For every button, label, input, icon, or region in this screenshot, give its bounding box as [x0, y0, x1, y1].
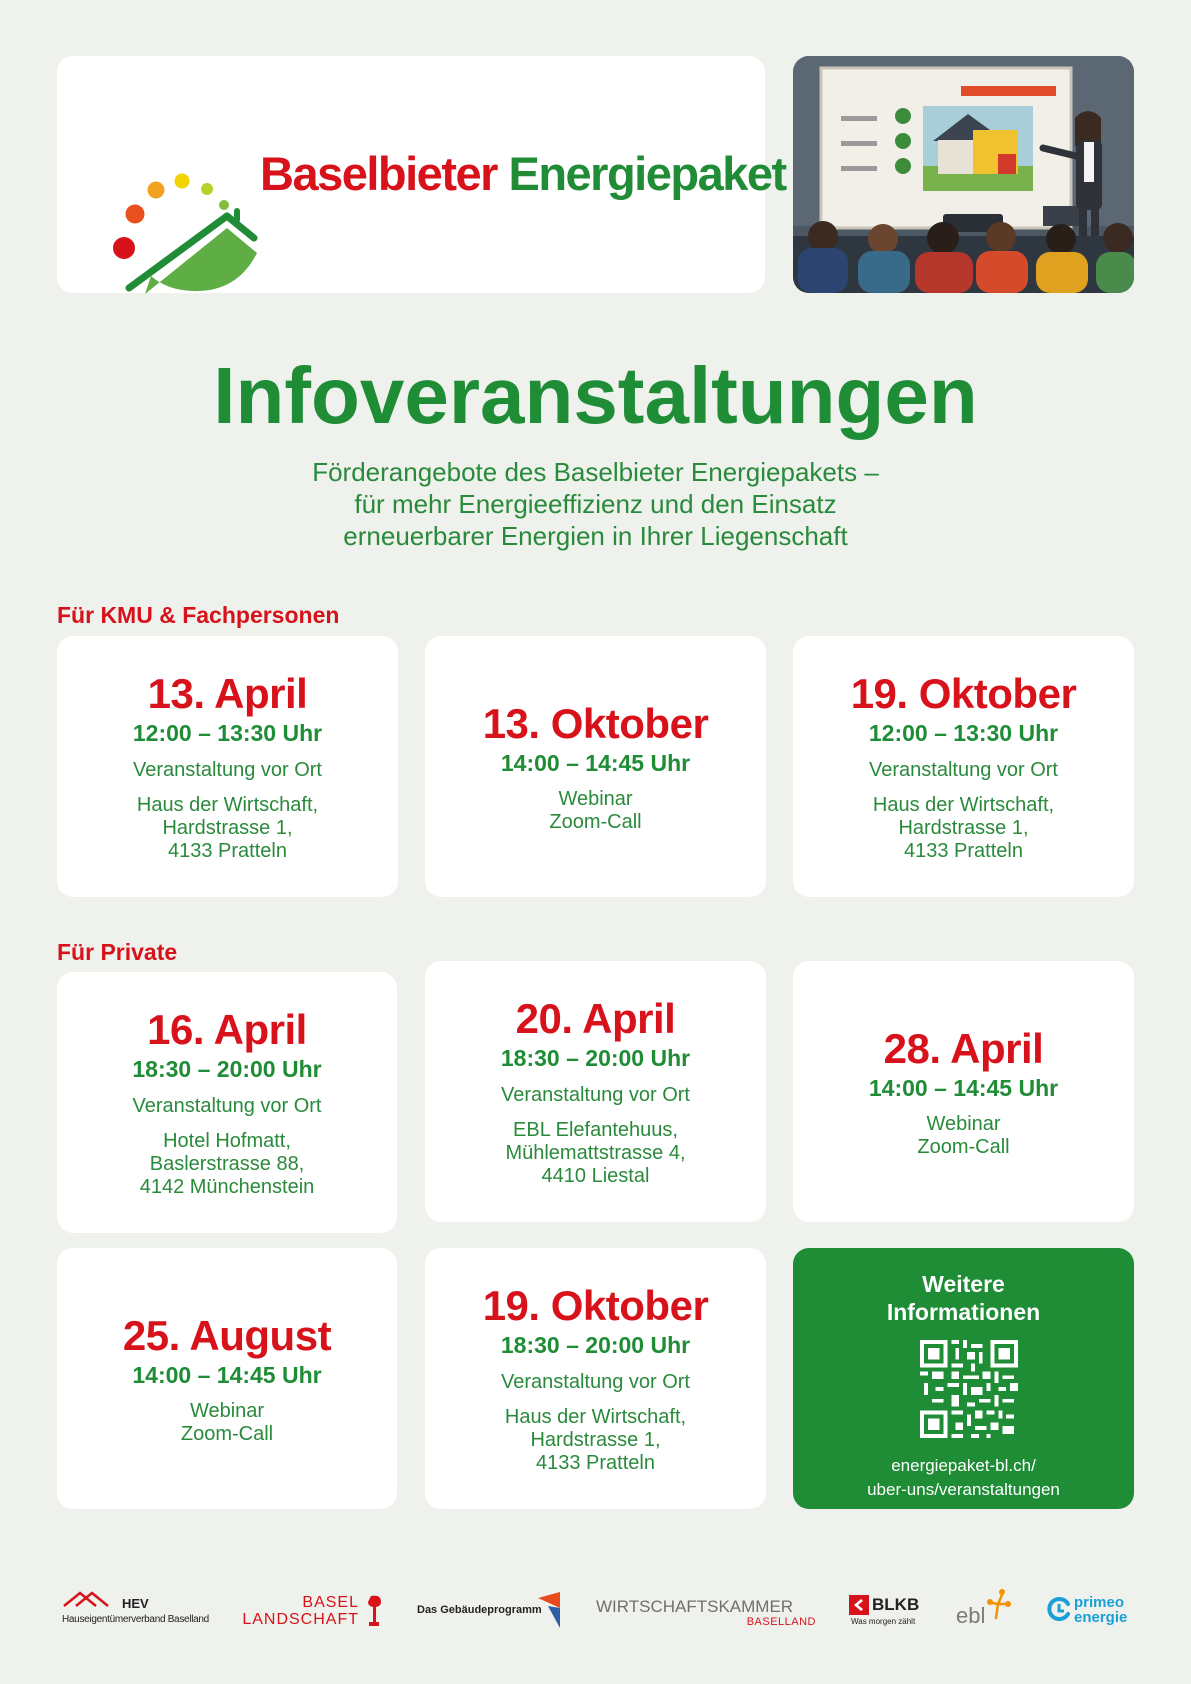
- event-location: [181, 1400, 273, 1446]
- sponsor-wirtschaftskammer: [596, 1597, 818, 1633]
- primeo-line2: energie: [1074, 1609, 1128, 1626]
- brand-name: [260, 146, 786, 201]
- event-location: [140, 1130, 315, 1199]
- event-type: Veranstaltung vor Ort: [501, 1084, 690, 1106]
- blkb-logo-icon: [849, 1595, 869, 1615]
- sponsor-basel-landschaft: [242, 1594, 387, 1634]
- event-date: 25. August: [122, 1311, 332, 1359]
- sponsor-ebl: [956, 1588, 1012, 1630]
- hev-long: Hauseigentümerverband Baselland: [62, 1614, 209, 1625]
- event-time: 14:00 – 14:45 Uhr: [500, 749, 691, 776]
- wk-line1: WIRTSCHAFTSKAMMER: [596, 1597, 794, 1616]
- event-location-line: 4142 Münchenstein: [139, 1176, 315, 1198]
- energiepaket-logo-icon: [87, 116, 297, 296]
- page-title: Infoveranstaltungen: [213, 351, 978, 440]
- primeo-logo-icon: [1046, 1596, 1072, 1622]
- event-location: [505, 1119, 685, 1188]
- event-location-line: Zoom-Call: [917, 1135, 1010, 1158]
- blkb-tagline: Was morgen zählt: [851, 1617, 916, 1626]
- section-label-kmu: Für KMU & Fachpersonen: [57, 602, 340, 628]
- subtitle: [195, 456, 996, 552]
- event-location-line: Zoom-Call: [180, 1422, 274, 1445]
- event-date: 19. Oktober: [482, 1282, 709, 1329]
- more-info-card[interactable]: [793, 1248, 1134, 1509]
- presentation-illustration: [793, 56, 1134, 293]
- event-time: 18:30 – 20:00 Uhr: [500, 1045, 691, 1071]
- event-location: [137, 794, 318, 863]
- event-type: Veranstaltung vor Ort: [132, 1095, 322, 1117]
- event-card: [425, 961, 766, 1222]
- more-info-title-line: Informationen: [886, 1299, 1041, 1325]
- more-info-title: [793, 1270, 1134, 1326]
- hev-roof-icon: [62, 1590, 122, 1608]
- event-date: 13. Oktober: [482, 699, 709, 747]
- sponsor-blkb: [849, 1593, 929, 1629]
- event-time: 12:00 – 13:30 Uhr: [868, 720, 1059, 746]
- event-location-line: Haus der Wirtschaft,: [504, 1406, 687, 1428]
- event-card: [57, 1248, 397, 1509]
- event-card: [57, 636, 398, 897]
- brand-name-part1: Baselbieter: [260, 147, 497, 200]
- event-card: [57, 972, 397, 1233]
- event-time: 14:00 – 14:45 Uhr: [868, 1074, 1059, 1101]
- basel-staff-icon: [365, 1594, 387, 1628]
- event-location-line: Baslerstrasse 88,: [149, 1153, 305, 1175]
- gebaeude-arrow-icon: [538, 1592, 562, 1628]
- brand-name-part2: Energiepaket: [508, 147, 786, 200]
- bl-line2: LANDSCHAFT: [242, 1611, 359, 1628]
- event-time: 14:00 – 14:45 Uhr: [132, 1361, 322, 1388]
- event-card: [425, 636, 766, 897]
- event-location-line: Haus der Wirtschaft,: [872, 794, 1055, 816]
- event-location-line: 4133 Pratteln: [536, 1452, 655, 1474]
- event-location: [917, 1113, 1009, 1159]
- qr-code-icon[interactable]: [920, 1340, 1018, 1438]
- event-time: 18:30 – 20:00 Uhr: [132, 1056, 322, 1082]
- bl-line1: BASEL: [302, 1594, 359, 1611]
- event-location: [549, 788, 641, 834]
- event-location-line: Webinar: [926, 1112, 1001, 1135]
- event-location-line: Webinar: [558, 787, 633, 810]
- more-info-url-line[interactable]: uber-uns/veranstaltungen: [867, 1480, 1060, 1499]
- event-location-line: Haus der Wirtschaft,: [136, 794, 319, 816]
- sponsor-primeo: [1046, 1594, 1134, 1630]
- event-type: Veranstaltung vor Ort: [869, 759, 1058, 781]
- event-location-line: Hotel Hofmatt,: [163, 1130, 291, 1152]
- section-label-private: Für Private: [57, 939, 178, 965]
- event-location-line: Hardstrasse 1,: [530, 1429, 661, 1451]
- ebl-text: ebl: [956, 1603, 986, 1628]
- event-card: [425, 1248, 766, 1509]
- ebl-star-icon: [984, 1588, 1012, 1622]
- event-location-line: EBL Elefantehuus,: [513, 1119, 678, 1141]
- event-location-line: Hardstrasse 1,: [898, 817, 1029, 839]
- event-location-line: 4410 Liestal: [541, 1165, 650, 1187]
- event-location-line: Hardstrasse 1,: [162, 817, 293, 839]
- subtitle-line: Förderangebote des Baselbieter Energiepakets –: [312, 457, 879, 487]
- more-info-url-line[interactable]: energiepaket-bl.ch/: [891, 1456, 1036, 1475]
- logo-card: [57, 56, 786, 293]
- event-location-line: Mühlemattstrasse 4,: [505, 1142, 686, 1164]
- event-date: 19. Oktober: [850, 670, 1077, 717]
- event-type: Veranstaltung vor Ort: [133, 759, 322, 781]
- event-location-line: Webinar: [189, 1399, 265, 1422]
- event-card: [793, 961, 1134, 1222]
- event-location-line: 4133 Pratteln: [904, 840, 1023, 862]
- presentation-audience-illustration-icon: [793, 56, 1134, 293]
- event-time: 18:30 – 20:00 Uhr: [500, 1332, 691, 1358]
- gebaeude-text: Das Gebäudeprogramm: [417, 1604, 542, 1616]
- event-date: 13. April: [147, 670, 308, 717]
- event-card: [793, 636, 1134, 897]
- blkb-text: BLKB: [872, 1595, 920, 1614]
- event-date: 28. April: [883, 1024, 1044, 1072]
- event-date: 20. April: [515, 995, 676, 1042]
- event-date: 16. April: [147, 1006, 307, 1053]
- more-info-url[interactable]: [793, 1454, 1134, 1502]
- event-location: [873, 794, 1054, 863]
- event-location-line: 4133 Pratteln: [168, 840, 287, 862]
- hev-short: HEV: [122, 1596, 149, 1611]
- subtitle-line: erneuerbarer Energien in Ihrer Liegenschaft: [343, 521, 848, 551]
- more-info-title-line: Weitere: [922, 1271, 1005, 1297]
- wk-line2: BASELLAND: [746, 1616, 816, 1628]
- event-location-line: Zoom-Call: [549, 810, 642, 833]
- event-type: Veranstaltung vor Ort: [501, 1371, 690, 1393]
- event-location: [505, 1406, 686, 1475]
- primeo-line1: primeo: [1074, 1594, 1125, 1611]
- subtitle-line: für mehr Energieeffizienz und den Einsatz: [354, 489, 837, 519]
- sponsor-hev: [62, 1590, 222, 1630]
- sponsor-gebaeudeprogramm: [417, 1592, 562, 1628]
- event-time: 12:00 – 13:30 Uhr: [132, 720, 323, 746]
